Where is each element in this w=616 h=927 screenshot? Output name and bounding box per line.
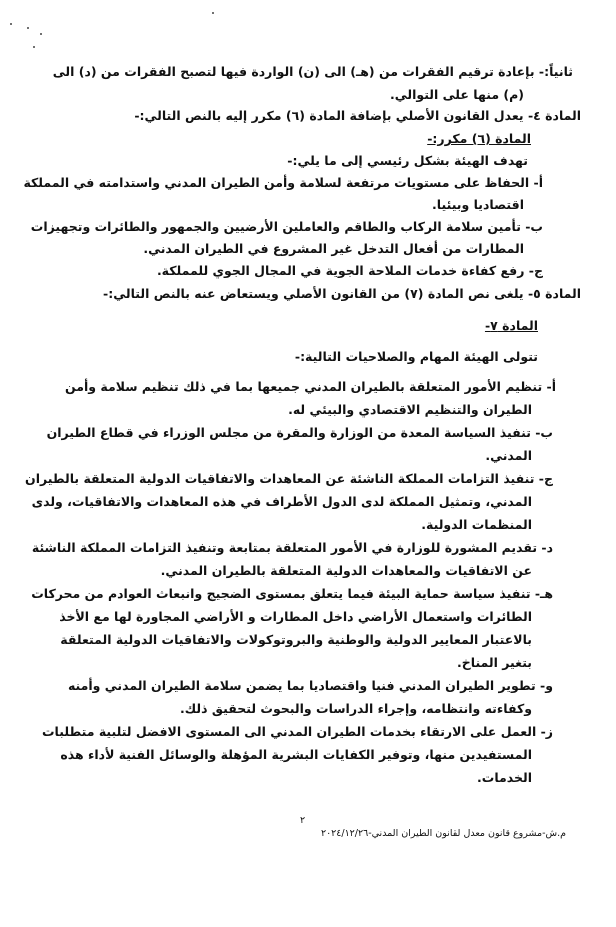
duty-c-cont-1: المدني، وتمثيل المملكة لدى الدول الأطراف في هذه المعاهدات والاتفاقيات، ولدى <box>31 494 532 509</box>
footer-reference: م.ش-مشروع قانون معدل لقانون الطيران المدني-٢٠٢٤/١٢/٢٦ <box>320 828 566 839</box>
scan-speck <box>212 12 214 14</box>
goal-a-cont: اقتصاديا وبيئيا. <box>432 197 524 212</box>
article-4-heading: المادة ٤- يعدل القانون الأصلي بإضافة المادة (٦) مكرر إليه بالنص التالي:- <box>134 108 581 123</box>
article-7-intro: تتولى الهيئة المهام والصلاحيات التالية:- <box>294 349 538 364</box>
article-7-title: المادة ٧- <box>484 318 538 333</box>
scan-speck <box>33 46 35 48</box>
duty-h-cont-3: بتغير المناخ. <box>457 655 532 670</box>
page-number: ٢ <box>300 815 306 826</box>
line-thanian-cont: (م) منها على التوالي. <box>389 87 524 102</box>
duty-h-cont-1: الطائرات واستعمال الأراضي داخل المطارات و الأراضي المجاورة لها مع الأخذ <box>59 609 532 624</box>
duty-b-cont: المدني. <box>485 448 532 463</box>
article-6-bis-intro: تهدف الهيئة بشكل رئيسي إلى ما يلي:- <box>287 153 528 168</box>
duty-z: ز- العمل على الارتقاء بخدمات الطيران المدني الى المستوى الافضل لتلبية متطلبات <box>41 724 553 739</box>
goal-b-cont: المطارات من أفعال التدخل غير المشروع في الطيران المدني. <box>143 241 524 256</box>
goal-c: ج- رفع كفاءة خدمات الملاحة الجوية في المجال الجوي للمملكة. <box>156 263 543 278</box>
duty-c-cont-2: المنظمات الدولية. <box>421 517 532 532</box>
duty-z-cont-2: الخدمات. <box>477 770 532 785</box>
goal-b: ب- تأمين سلامة الركاب والطاقم والعاملين الأرضيين والجمهور والطائرات وتجهيزات <box>30 219 543 234</box>
duty-d: د- تقديم المشورة للوزارة في الأمور المتعلقة بمتابعة وتنفيذ التزامات المملكة الناشئة <box>31 540 553 555</box>
scan-speck <box>27 27 29 29</box>
duty-h: هـ- تنفيذ سياسة حماية البيئة فيما يتعلق بمستوى الضجيج وانبعاث العوادم من محركات <box>31 586 553 601</box>
duty-w-cont: وكفاءته وانتظامه، وإجراء الدراسات والبحوث لتحقيق ذلك. <box>180 701 532 716</box>
article-5-heading: المادة ٥- يلغى نص المادة (٧) من القانون الأصلي ويستعاض عنه بالنص التالي:- <box>103 286 581 301</box>
article-6-bis-title: المادة (٦) مكرر:- <box>427 131 531 146</box>
line-thanian: ثانياً:- بإعادة ترقيم الفقرات من (هـ) الى (ن) الواردة فيها لتصبح الفقرات من (د) الى <box>52 64 573 79</box>
duty-c: ج- تنفيذ التزامات المملكة الناشئة عن المعاهدات والاتفاقيات الدولية المتعلقة بالطيران <box>25 471 553 486</box>
duty-a-cont: الطيران والتنظيم الاقتصادي والبيئي له. <box>288 402 532 417</box>
duty-z-cont-1: المستفيدين منها، وتوفير الكفايات البشرية المؤهلة والوسائل الفنية لأداء هذه <box>60 747 532 762</box>
scan-speck <box>40 33 42 35</box>
scan-speck <box>10 23 12 25</box>
duty-b: ب- تنفيذ السياسة المعدة من الوزارة والمقرة من مجلس الوزراء في قطاع الطيران <box>46 425 553 440</box>
duty-a: أ- تنظيم الأمور المتعلقة بالطيران المدني جميعها بما في ذلك تنظيم سلامة وأمن <box>64 379 556 394</box>
duty-d-cont: عن الاتفاقيات والمعاهدات الدولية المتعلقة بالطيران المدني. <box>160 563 532 578</box>
duty-h-cont-2: بالاعتبار المعايير الدولية والوطنية والبروتوكولات والاتفاقيات الدولية المتعلقة <box>60 632 532 647</box>
duty-w: و- تطوير الطيران المدني فنيا واقتصاديا بما يضمن سلامة الطيران المدني وأمنه <box>67 678 553 693</box>
goal-a: أ- الحفاظ على مستويات مرتفعة لسلامة وأمن الطيران المدني واستدامته في المملكة <box>23 175 543 190</box>
